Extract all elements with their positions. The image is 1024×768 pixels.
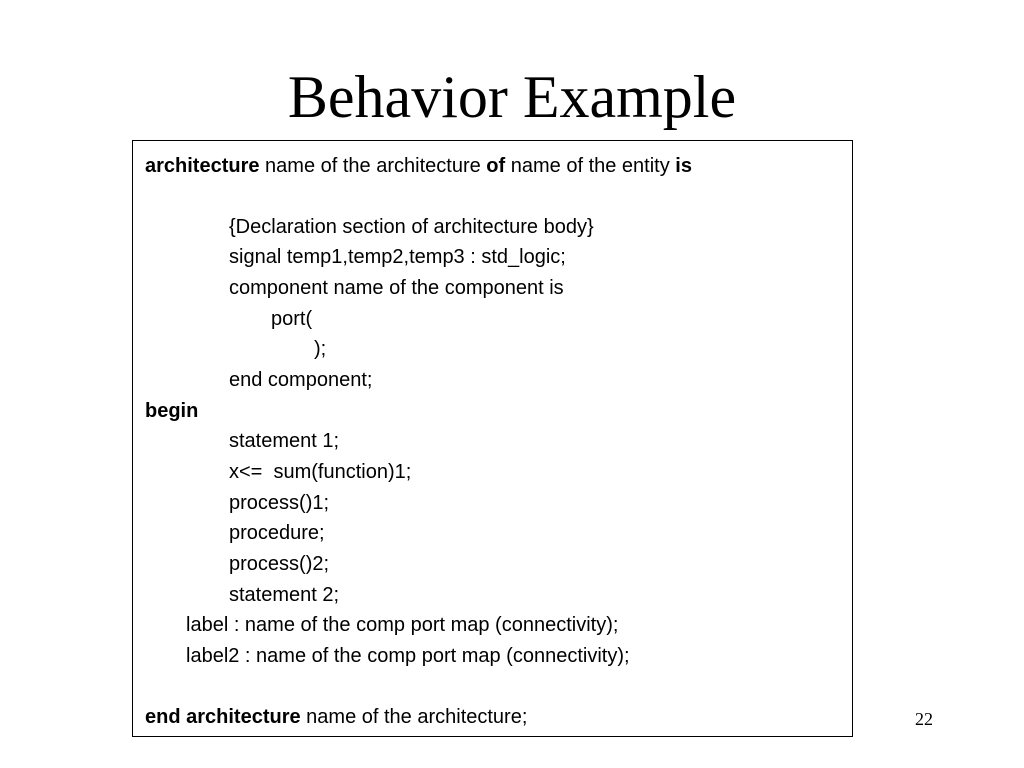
code-line-statement-1: statement 1; [229,430,340,452]
keyword-architecture: architecture [145,155,260,177]
code-line-process-1: process()1; [229,492,330,514]
code-text: name of the architecture; [300,706,528,728]
page-number: 22 [915,709,933,729]
keyword-is: is [675,155,692,177]
keyword-begin: begin [145,400,199,422]
code-line-architecture-header [145,154,692,178]
code-line-label: label : name of the comp port map (connectivity); [186,614,619,636]
code-block [132,140,853,737]
code-line-declaration-comment: {Declaration section of architecture body} [229,216,594,238]
code-line-end-architecture [145,705,527,729]
code-line-component: component name of the component is [229,277,564,299]
code-line-assignment: x<= sum(function)1; [229,461,412,483]
slide-title: Behavior Example [287,64,737,130]
code-line-port-open: port( [271,308,313,330]
keyword-of: of [486,155,506,177]
code-line-procedure: procedure; [229,522,325,544]
code-line-label2: label2 : name of the comp port map (connectivity); [186,645,630,667]
code-line-statement-2: statement 2; [229,584,340,606]
code-line-port-close: ); [314,338,327,360]
keyword-end-architecture: end architecture [145,706,301,728]
code-text: name of the architecture [259,155,487,177]
code-line-end-component: end component; [229,369,373,391]
code-line-process-2: process()2; [229,553,330,575]
code-line-signal: signal temp1,temp2,temp3 : std_logic; [229,246,566,268]
code-text: name of the entity [505,155,676,177]
